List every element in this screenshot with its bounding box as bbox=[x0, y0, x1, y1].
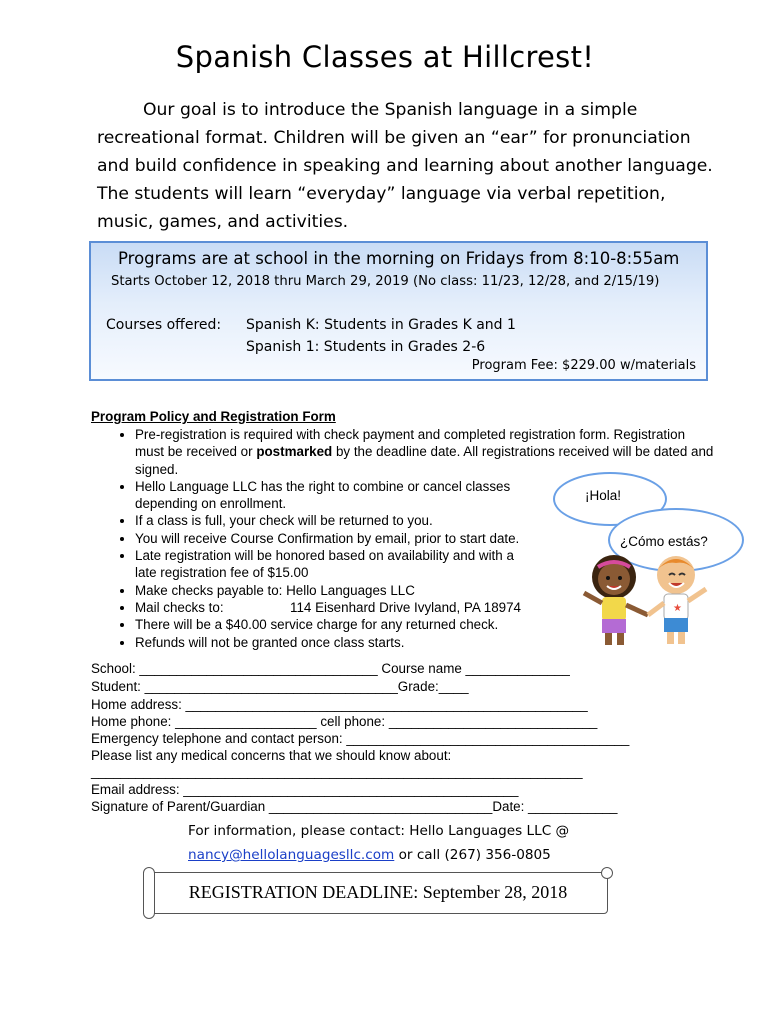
children-illustration-icon bbox=[576, 545, 736, 655]
signature-field[interactable]: Signature of Parent/Guardian ______________________________Date: ____________ bbox=[91, 799, 618, 814]
policy-heading: Program Policy and Registration Form bbox=[91, 409, 336, 424]
policy-bold: postmarked bbox=[256, 444, 333, 460]
home-address-field[interactable]: Home address: ______________________________________________________ bbox=[91, 697, 588, 712]
medical-concerns-label: Please list any medical concerns that we should know about: bbox=[91, 748, 452, 763]
policy-text: Hello Language LLC has the right to combine or cancel classes depending on enrollment. bbox=[135, 478, 511, 512]
bubble-text: ¿Cómo estás? bbox=[620, 534, 708, 549]
svg-text:★: ★ bbox=[673, 603, 682, 614]
registration-deadline: REGISTRATION DEADLINE: September 28, 2018 bbox=[188, 882, 568, 902]
school-field[interactable]: School: ________________________________ Course name ______________ bbox=[91, 661, 570, 676]
contact-line-2 bbox=[188, 847, 628, 863]
policy-text: If a class is full, your check will be returned to you. bbox=[135, 513, 433, 529]
program-fee: Program Fee: $229.00 w/materials bbox=[471, 358, 696, 373]
policy-item bbox=[135, 478, 545, 513]
policy-text: by the deadline date. All registrations received will be dated and signed. bbox=[135, 444, 714, 477]
contact-email-link[interactable]: nancy@hellolanguagesllc.com bbox=[188, 847, 395, 863]
page-title: Spanish Classes at Hillcrest! bbox=[175, 40, 595, 74]
mail-label: Mail checks to: bbox=[135, 599, 224, 615]
policy-text: Refunds will not be granted once class starts. bbox=[135, 634, 405, 650]
policy-item bbox=[135, 547, 535, 582]
emergency-contact-field[interactable]: Emergency telephone and contact person: ______________________________________ bbox=[91, 731, 630, 746]
program-banner bbox=[89, 241, 708, 381]
courses-label: Courses offered: bbox=[106, 317, 222, 333]
banner-dates: Starts October 12, 2018 thru March 29, 2019 (No class: 11/23, 12/28, and 2/15/19) bbox=[111, 274, 660, 289]
policy-text: You will receive Course Confirmation by email, prior to start date. bbox=[135, 530, 520, 546]
bubble-text: ¡Hola! bbox=[585, 488, 622, 503]
home-phone-field[interactable]: Home phone: ___________________ cell phone: ____________________________ bbox=[91, 714, 598, 729]
policy-item bbox=[135, 426, 715, 478]
student-field[interactable]: Student: __________________________________Grade:____ bbox=[91, 679, 469, 694]
banner-schedule: Programs are at school in the morning on Fridays from 8:10-8:55am bbox=[118, 249, 680, 268]
mail-address: 114 Eisenhard Drive Ivyland, PA 18974 bbox=[290, 599, 522, 615]
policy-text: Late registration will be honored based on availability and with a late registration fee of $15.00 bbox=[135, 548, 514, 581]
contact-phone: or call (267) 356-0805 bbox=[394, 847, 551, 863]
medical-concerns-field[interactable]: __________________________________________________________________ bbox=[91, 764, 583, 779]
course-spanish-1: Spanish 1: Students in Grades 2-6 bbox=[246, 339, 486, 355]
registration-deadline-scroll bbox=[148, 872, 608, 914]
course-spanish-k: Spanish K: Students in Grades K and 1 bbox=[246, 317, 516, 333]
policy-text: Pre-registration is required with check payment and completed registration form. Registration must be received or bbox=[135, 427, 686, 460]
policy-text: There will be a $40.00 service charge for any returned check. bbox=[135, 617, 499, 633]
contact-line: For information, please contact: Hello Languages LLC @ bbox=[188, 823, 570, 839]
intro-paragraph: Our goal is to introduce the Spanish language in a simple recreational format. Children will be given an “ear” for pronunciation and build confidence in speaking and learning about another language. The students will learn “everyday” language via verbal repetition, music, games, and activities. bbox=[97, 100, 713, 232]
policy-text: Make checks payable to: Hello Languages LLC bbox=[135, 582, 415, 598]
email-field[interactable]: Email address: _____________________________________________ bbox=[91, 782, 519, 797]
